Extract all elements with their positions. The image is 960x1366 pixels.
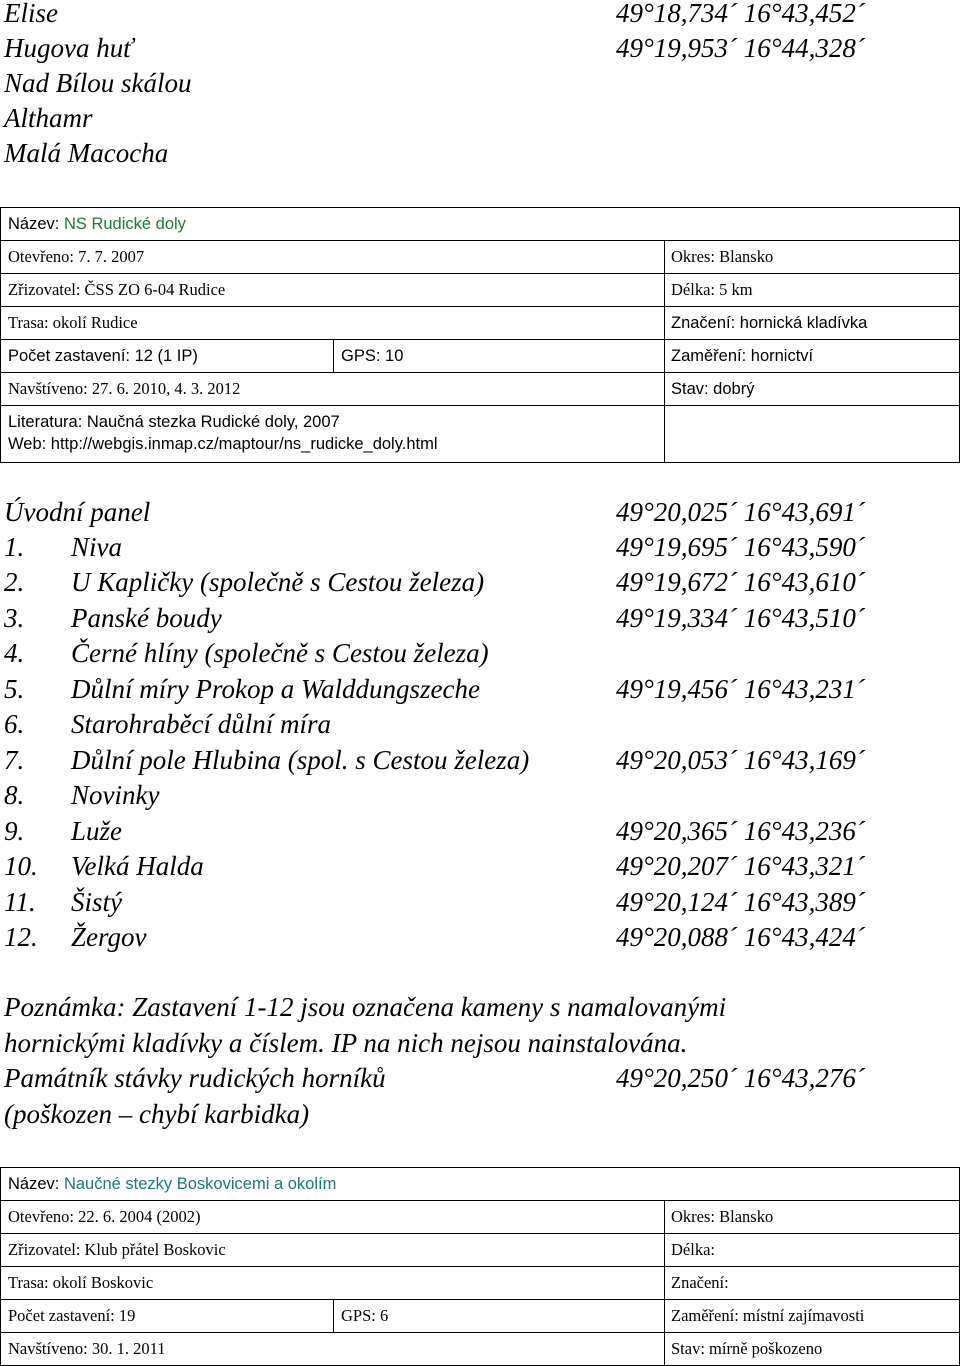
label: Název: (8, 215, 60, 233)
trail-info-table (0, 1167, 960, 1366)
list-item: 6. Starohraběcí důlní míra (4, 709, 331, 739)
list-item: 12. Žergov (4, 922, 147, 952)
list-item: 5. Důlní míry Prokop a Walddungszeche (4, 674, 480, 704)
label: Název: (8, 1175, 60, 1193)
district: Okres: Blansko (671, 1207, 774, 1226)
table-row (1, 274, 959, 307)
monument-note: (poškozen – chybí karbidka) (4, 1099, 310, 1129)
stops-count: Počet zastavení: 19 (8, 1306, 136, 1325)
table-row (1, 406, 959, 463)
table-row (1, 340, 959, 373)
stop-coord: 49°20,124´ 16°43,389´ (616, 887, 865, 917)
literature-web (8, 411, 438, 455)
table-row (1, 1267, 959, 1300)
gps-count: GPS: 6 (341, 1306, 389, 1325)
state: Stav: dobrý (671, 380, 755, 398)
table-row (1, 373, 959, 406)
table-row (1, 1168, 959, 1201)
opened: Otevřeno: 22. 6. 2004 (2002) (8, 1207, 201, 1226)
marking: Značení: (671, 1273, 729, 1292)
list-item: Úvodní panel (4, 497, 151, 527)
poi-name: Nad Bílou skálou (4, 68, 192, 98)
list-item: 8. Novinky (4, 780, 160, 810)
state: Stav: mírně poškozeno (671, 1339, 823, 1358)
focus: Zaměření: místní zajímavosti (671, 1306, 865, 1325)
trail-name (8, 208, 186, 240)
list-item: 4. Černé hlíny (společně s Cestou železa) (4, 638, 489, 668)
trail-name (8, 1168, 336, 1200)
list-item: 1. Niva (4, 532, 122, 562)
note-line: Poznámka: Zastavení 1-12 jsou označena kameny s namalovanými (4, 992, 727, 1022)
table-row (1, 241, 959, 274)
route: Trasa: okolí Boskovic (8, 1273, 154, 1292)
visited: Navštíveno: 27. 6. 2010, 4. 3. 2012 (8, 379, 241, 398)
stop-coord: 49°19,456´ 16°43,231´ (616, 674, 865, 704)
web-link[interactable]: Web: http://webgis.inmap.cz/maptour/ns_rudicke_doly.html (8, 435, 438, 453)
stops-count: Počet zastavení: 12 (1 IP) (8, 347, 198, 365)
stop-coord: 49°20,207´ 16°43,321´ (616, 851, 865, 881)
stop-coord: 49°19,695´ 16°43,590´ (616, 532, 865, 562)
list-item: 9. Luže (4, 816, 123, 846)
poi-name: Malá Macocha (4, 138, 169, 168)
stop-coord: 49°19,672´ 16°43,610´ (616, 567, 865, 597)
poi-coord: 49°18,734´ 16°43,452´ (616, 0, 865, 28)
list-item: 11. Šistý (4, 887, 122, 917)
poi-name: Hugova huť (4, 33, 134, 63)
district: Okres: Blansko (671, 247, 774, 266)
trail-info-table (0, 207, 960, 463)
stop-coord: 49°20,365´ 16°43,236´ (616, 816, 865, 846)
table-row (1, 307, 959, 340)
route: Trasa: okolí Rudice (8, 313, 138, 332)
length: Délka: (671, 1240, 715, 1259)
monument-coord: 49°20,250´ 16°43,276´ (616, 1063, 865, 1093)
gps-count: GPS: 10 (341, 347, 404, 365)
length: Délka: 5 km (671, 280, 753, 299)
poi-coord: 49°19,953´ 16°44,328´ (616, 33, 865, 63)
poi-name: Elise (4, 0, 58, 28)
poi-name: Althamr (4, 103, 93, 133)
trail-title: Naučné stezky Boskovicemi a okolím (63, 1175, 337, 1193)
opened: Otevřeno: 7. 7. 2007 (8, 247, 145, 266)
list-item: 7. Důlní pole Hlubina (spol. s Cestou železa) (4, 745, 530, 775)
stop-coord: 49°20,088´ 16°43,424´ (616, 922, 865, 952)
stop-coord: 49°20,025´ 16°43,691´ (616, 497, 865, 527)
stop-coord: 49°19,334´ 16°43,510´ (616, 603, 865, 633)
monument-name: Památník stávky rudických horníků (4, 1063, 386, 1093)
marking: Značení: hornická kladívka (671, 314, 868, 332)
table-row (1, 1201, 959, 1234)
list-item: 2. U Kapličky (společně s Cestou železa) (4, 567, 485, 597)
list-item: 10. Velká Halda (4, 851, 204, 881)
list-item: 3. Panské boudy (4, 603, 222, 633)
focus: Zaměření: hornictví (671, 347, 814, 365)
founder: Zřizovatel: Klub přátel Boskovic (8, 1240, 226, 1259)
trail-title: NS Rudické doly (63, 215, 186, 233)
table-row (1, 1333, 959, 1366)
note-line: hornickými kladívky a číslem. IP na nich nejsou nainstalována. (4, 1028, 688, 1058)
table-row (1, 1300, 959, 1333)
literature: Literatura: Naučná stezka Rudické doly, 2007 (8, 413, 340, 431)
table-row (1, 208, 959, 241)
table-row (1, 1234, 959, 1267)
visited: Navštíveno: 30. 1. 2011 (8, 1339, 166, 1358)
stop-coord: 49°20,053´ 16°43,169´ (616, 745, 865, 775)
founder: Zřizovatel: ČSS ZO 6-04 Rudice (8, 280, 226, 299)
